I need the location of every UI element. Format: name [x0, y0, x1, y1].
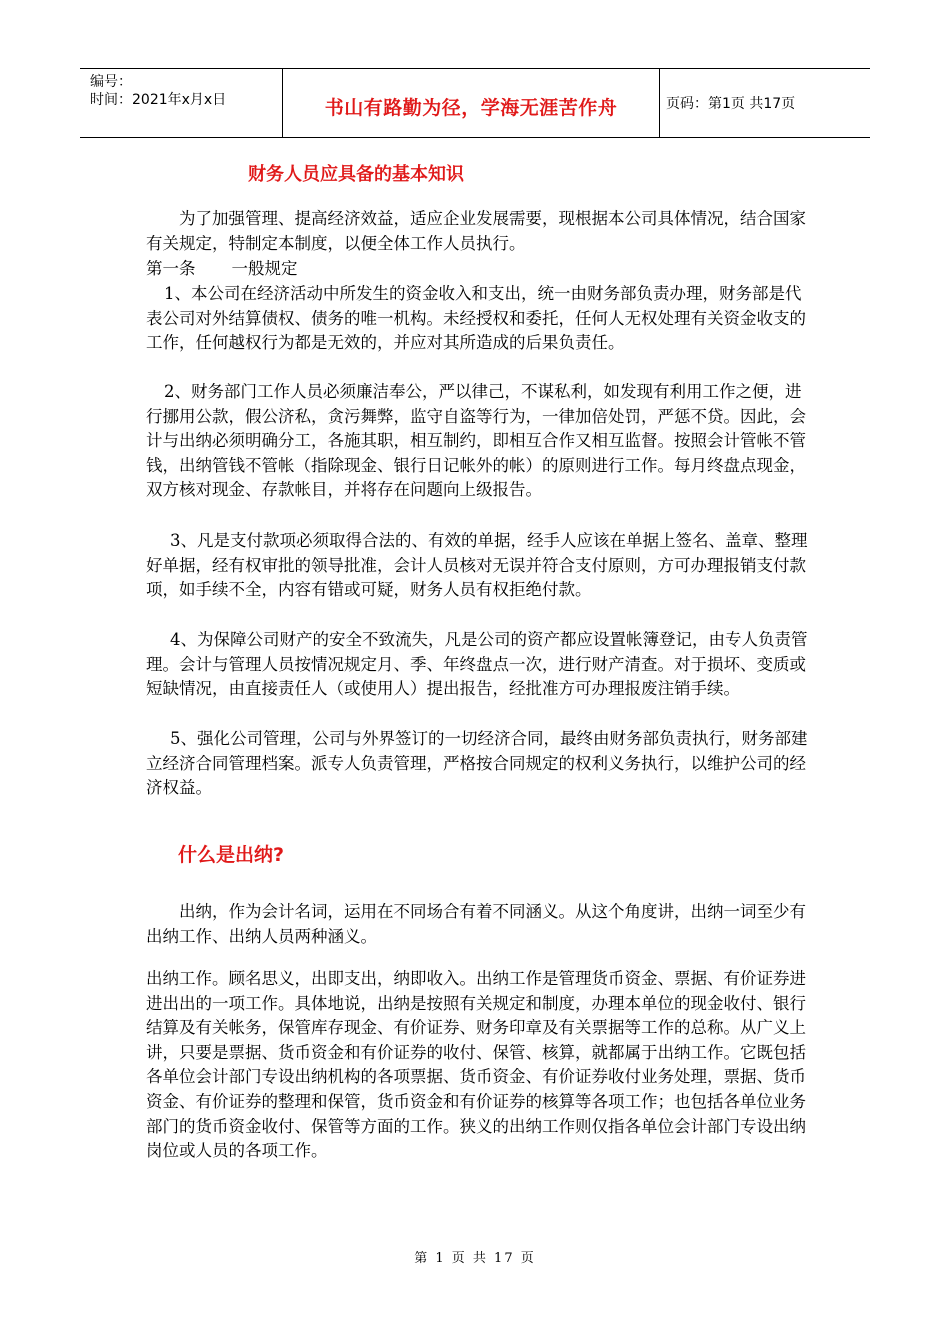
article-item-5: 5、强化公司管理，公司与外界签订的一切经济合同，最终由财务部负责执行，财务部建立经济合同管理档案。派专人负责管理，严格按合同规定的权利义务执行，以维护公司的经济权益。 — [146, 729, 808, 798]
document-title: 财务人员应具备的基本知识 — [248, 164, 464, 185]
section-2-paragraph-1: 出纳，作为会计名词，运用在不同场合有着不同涵义。从这个角度讲，出纳一词至少有出纳工作、出纳人员两种涵义。 — [146, 902, 806, 946]
page-code: 页码：第1页 共17页 — [666, 96, 796, 112]
header-table — [80, 68, 870, 138]
motto: 书山有路勤为径，学海无涯苦作舟 — [324, 97, 618, 119]
article-item-3: 3、凡是支付款项必须取得合法的、有效的单据，经手人应该在单据上签名、盖章、整理好单据，经有权审批的领导批准，会计人员核对无误并符合支付原则，方可办理报销支付款项，如手续不全，内容有错或可疑，财务人员有权拒绝付款。 — [146, 531, 808, 600]
header-right-cell — [660, 69, 870, 137]
section-2-heading: 什么是出纳? — [178, 844, 285, 866]
number-label: 编号： — [90, 74, 132, 90]
article-title: 一般规定 — [231, 259, 298, 278]
time-label: 时间：2021年x月x日 — [90, 92, 227, 108]
article-label: 第一条 — [146, 259, 196, 278]
article-1-heading — [146, 257, 816, 282]
header-motto-cell — [282, 69, 660, 137]
intro-paragraph: 为了加强管理、提高经济效益，适应企业发展需要，现根据本公司具体情况，结合国家有关规定，特制定本制度，以便全体工作人员执行。 — [146, 209, 806, 253]
section-2-paragraph-2: 出纳工作。顾名思义，出即支出，纳即收入。出纳工作是管理货币资金、票据、有价证券进进出出的一项工作。具体地说，出纳是按照有关规定和制度，办理本单位的现金收付、银行结算及有关帐务，保管库存现金、有价证券、财务印章及有关票据等工作的总称。从广义上讲，只要是票据、货币资金和有价证券的收付、保管、核算，就都属于出纳工作。它既包括各单位会计部门专设出纳机构的各项票据、货币资金、有价证券收付业务处理，票据、货币资金、有价证券的整理和保管，货币资金和有价证券的核算等各项工作；也包括各单位业务部门的货币资金收付、保管等方面的工作。狭义的出纳工作则仅指各单位会计部门专设出纳岗位或人员的各项工作。 — [146, 969, 806, 1161]
article-item-4: 4、为保障公司财产的安全不致流失，凡是公司的资产都应设置帐簿登记，由专人负责管理。会计与管理人员按情况规定月、季、年终盘点一次，进行财产清查。对于损坏、变质或短缺情况，由直接责任人（或使用人）提出报告，经批准方可办理报废注销手续。 — [146, 630, 808, 699]
page-footer: 第 1 页 共 17 页 — [414, 1251, 536, 1266]
article-item-2: 2、财务部门工作人员必须廉洁奉公，严以律己，不谋私利，如发现有利用工作之便，进行挪用公款，假公济私，贪污舞弊，监守自盗等行为，一律加倍处罚，严惩不贷。因此，会计与出纳必须明确分工，各施其职，相互制约，即相互合作又相互监督。按照会计管帐不管钱，出纳管钱不管帐（指除现金、银行日记帐外的帐）的原则进行工作。每月终盘点现金，双方核对现金、存款帐目，并将存在问题向上级报告。 — [146, 382, 806, 500]
article-item-1: 1、本公司在经济活动中所发生的资金收入和支出，统一由财务部负责办理，财务部是代表公司对外结算债权、债务的唯一机构。未经授权和委托，任何人无权处理有关资金收支的工作，任何越权行为都是无效的，并应对其所造成的后果负责任。 — [146, 284, 806, 353]
header-left-cell — [80, 69, 282, 137]
